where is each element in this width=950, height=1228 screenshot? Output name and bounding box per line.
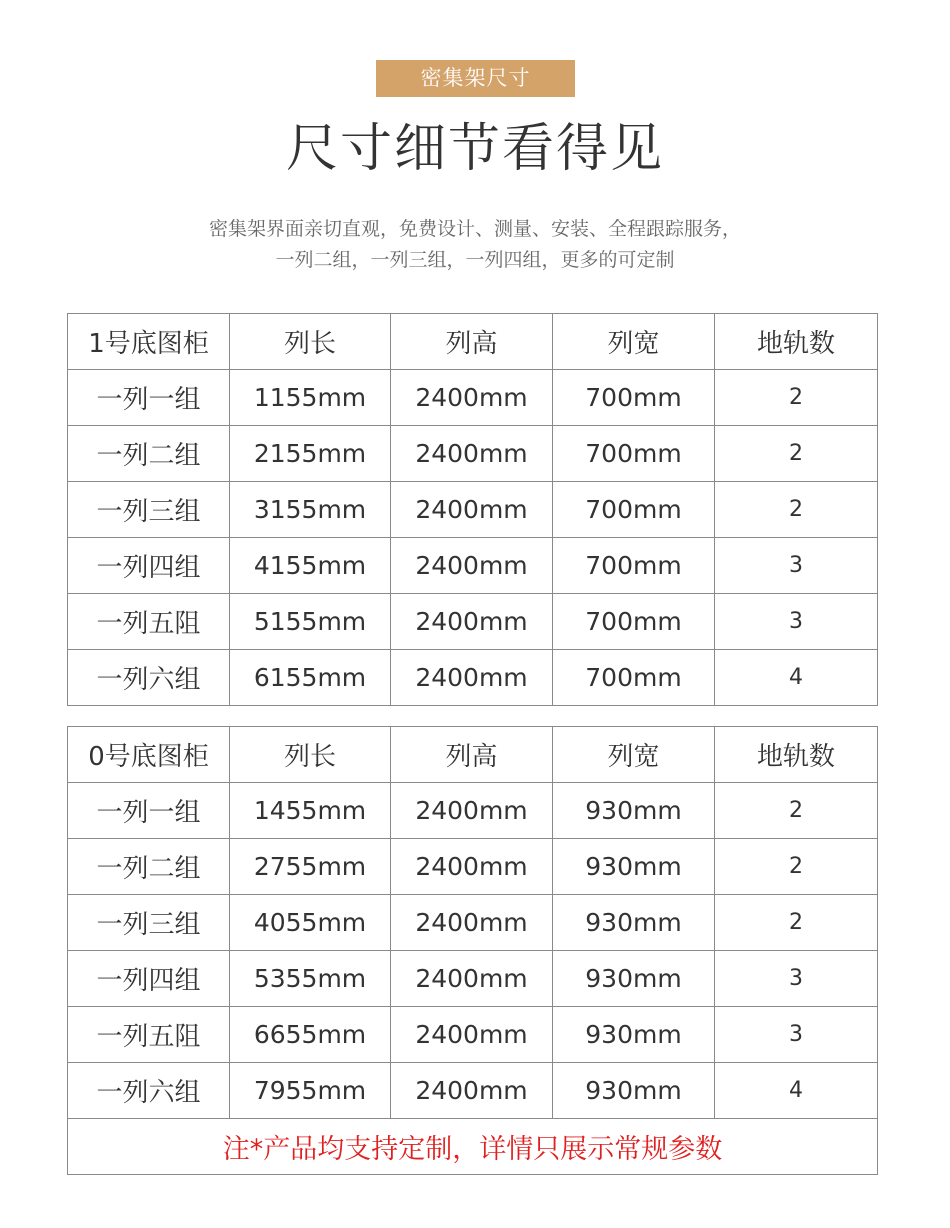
table-row [68, 426, 878, 482]
row-config: 一列五阻 [68, 594, 230, 650]
row-rails: 3 [715, 1007, 878, 1063]
row-width: 700mm [553, 650, 715, 706]
row-length: 4055mm [230, 895, 391, 951]
column-width-header: 列宽 [553, 314, 715, 370]
row-height: 2400mm [391, 594, 553, 650]
row-width: 930mm [553, 1063, 715, 1119]
row-width: 700mm [553, 538, 715, 594]
row-rails: 2 [715, 783, 878, 839]
row-config: 一列六组 [68, 650, 230, 706]
row-rails: 2 [715, 370, 878, 426]
row-height: 2400mm [391, 482, 553, 538]
table-row [68, 370, 878, 426]
row-width: 700mm [553, 594, 715, 650]
row-height: 2400mm [391, 951, 553, 1007]
row-height: 2400mm [391, 1007, 553, 1063]
table-header-row [68, 727, 878, 783]
column-height-header: 列高 [391, 314, 553, 370]
row-config: 一列三组 [68, 482, 230, 538]
row-height: 2400mm [391, 839, 553, 895]
column-length-header: 列长 [230, 727, 391, 783]
column-height-header: 列高 [391, 727, 553, 783]
table-row [68, 951, 878, 1007]
row-length: 7955mm [230, 1063, 391, 1119]
table-row [68, 538, 878, 594]
row-length: 5355mm [230, 951, 391, 1007]
row-height: 2400mm [391, 783, 553, 839]
rail-count-header: 地轨数 [715, 314, 878, 370]
spec-table-1 [67, 313, 878, 706]
table-row [68, 783, 878, 839]
row-width: 930mm [553, 1007, 715, 1063]
row-length: 6655mm [230, 1007, 391, 1063]
row-rails: 3 [715, 594, 878, 650]
table-row [68, 895, 878, 951]
row-rails: 4 [715, 650, 878, 706]
row-config: 一列四组 [68, 951, 230, 1007]
column-width-header: 列宽 [553, 727, 715, 783]
row-config: 一列一组 [68, 783, 230, 839]
row-rails: 2 [715, 895, 878, 951]
row-width: 930mm [553, 783, 715, 839]
row-width: 700mm [553, 426, 715, 482]
row-config: 一列四组 [68, 538, 230, 594]
rail-count-header: 地轨数 [715, 727, 878, 783]
row-rails: 2 [715, 839, 878, 895]
row-height: 2400mm [391, 650, 553, 706]
row-config: 一列二组 [68, 426, 230, 482]
row-height: 2400mm [391, 426, 553, 482]
section-badge: 密集架尺寸 [376, 60, 575, 97]
spec-table-2 [67, 726, 878, 1175]
row-width: 930mm [553, 951, 715, 1007]
row-rails: 3 [715, 951, 878, 1007]
cabinet-name-header: 0号底图柜 [68, 727, 230, 783]
row-rails: 4 [715, 1063, 878, 1119]
row-width: 700mm [553, 370, 715, 426]
row-length: 1155mm [230, 370, 391, 426]
row-height: 2400mm [391, 370, 553, 426]
row-config: 一列二组 [68, 839, 230, 895]
row-width: 930mm [553, 895, 715, 951]
row-rails: 2 [715, 482, 878, 538]
row-length: 5155mm [230, 594, 391, 650]
note-row [68, 1119, 878, 1175]
page-title: 尺寸细节看得见 [285, 119, 664, 179]
column-length-header: 列长 [230, 314, 391, 370]
row-width: 930mm [553, 839, 715, 895]
customization-note: 注*产品均支持定制，详情只展示常规参数 [68, 1119, 878, 1175]
row-length: 1455mm [230, 783, 391, 839]
row-config: 一列五阻 [68, 1007, 230, 1063]
table-row [68, 482, 878, 538]
row-length: 3155mm [230, 482, 391, 538]
row-config: 一列一组 [68, 370, 230, 426]
row-config: 一列六组 [68, 1063, 230, 1119]
row-height: 2400mm [391, 1063, 553, 1119]
row-height: 2400mm [391, 538, 553, 594]
table-header-row [68, 314, 878, 370]
row-length: 2755mm [230, 839, 391, 895]
table-row [68, 594, 878, 650]
table-row [68, 650, 878, 706]
row-length: 6155mm [230, 650, 391, 706]
row-length: 2155mm [230, 426, 391, 482]
table-row [68, 1007, 878, 1063]
row-config: 一列三组 [68, 895, 230, 951]
subtitle-line-1: 密集架界面亲切直观，免费设计、测量、安装、全程跟踪服务， [208, 218, 741, 240]
table-row [68, 1063, 878, 1119]
row-rails: 3 [715, 538, 878, 594]
row-length: 4155mm [230, 538, 391, 594]
row-width: 700mm [553, 482, 715, 538]
row-height: 2400mm [391, 895, 553, 951]
table-row [68, 839, 878, 895]
subtitle-line-2: 一列二组，一列三组，一列四组，更多的可定制 [275, 249, 675, 271]
row-rails: 2 [715, 426, 878, 482]
cabinet-name-header: 1号底图柜 [68, 314, 230, 370]
